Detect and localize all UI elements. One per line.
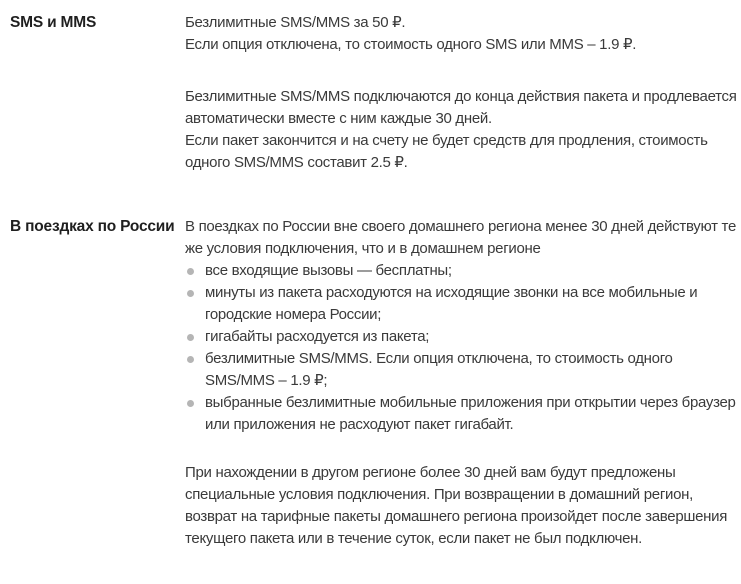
bullet-item-incoming-calls: все входящие вызовы — бесплатны; (185, 260, 737, 282)
section-content-sms-mms (185, 12, 737, 174)
travel-conditions-list (185, 260, 737, 436)
bullet-item-unlimited-apps: выбранные безлимитные мобильные приложения при открытии через браузер или приложения не расходуют пакет гигабайт. (185, 392, 737, 436)
bullet-item-package-minutes: минуты из пакета расходуются на исходящие звонки на все мобильные и городские номера России; (185, 282, 737, 326)
text-line: Безлимитные SMS/MMS подключаются до конца действия пакета и продлевается автоматически вместе с ним каждые 30 дней. (185, 88, 737, 127)
text-line: Безлимитные SMS/MMS за 50 ₽. (185, 14, 406, 31)
bullet-item-gigabytes: гигабайты расходуется из пакета; (185, 326, 737, 348)
paragraph-travel-intro: В поездках по России вне своего домашнего региона менее 30 дней действуют те же условия подключения, что и в домашнем регионе (185, 218, 736, 257)
section-sms-mms (10, 12, 737, 174)
section-travel-russia (10, 216, 736, 550)
paragraph-sms-price (185, 12, 737, 56)
bullet-item-unlimited-sms: безлимитные SMS/MMS. Если опция отключена, то стоимость одного SMS/MMS – 1.9 ₽; (185, 348, 737, 392)
section-label-sms-mms: SMS и MMS (10, 14, 97, 31)
paragraph-travel-outro: При нахождении в другом регионе более 30 дней вам будут предложены специальные условия подключения. При возвращении в домашний регион, возврат на тарифные пакеты домашнего региона произойдет после завершения текущего пакета или в течение суток, если пакет не был подключен. (185, 464, 728, 547)
section-label-travel-russia: В поездках по России (10, 218, 175, 235)
paragraph-sms-renewal (185, 86, 737, 174)
text-line: Если опция отключена, то стоимость одного SMS или MMS – 1.9 ₽. (185, 36, 637, 53)
text-line: Если пакет закончится и на счету не будет средств для продления, стоимость одного SMS/MMS составит 2.5 ₽. (185, 132, 708, 171)
section-content-travel-russia (185, 216, 737, 550)
